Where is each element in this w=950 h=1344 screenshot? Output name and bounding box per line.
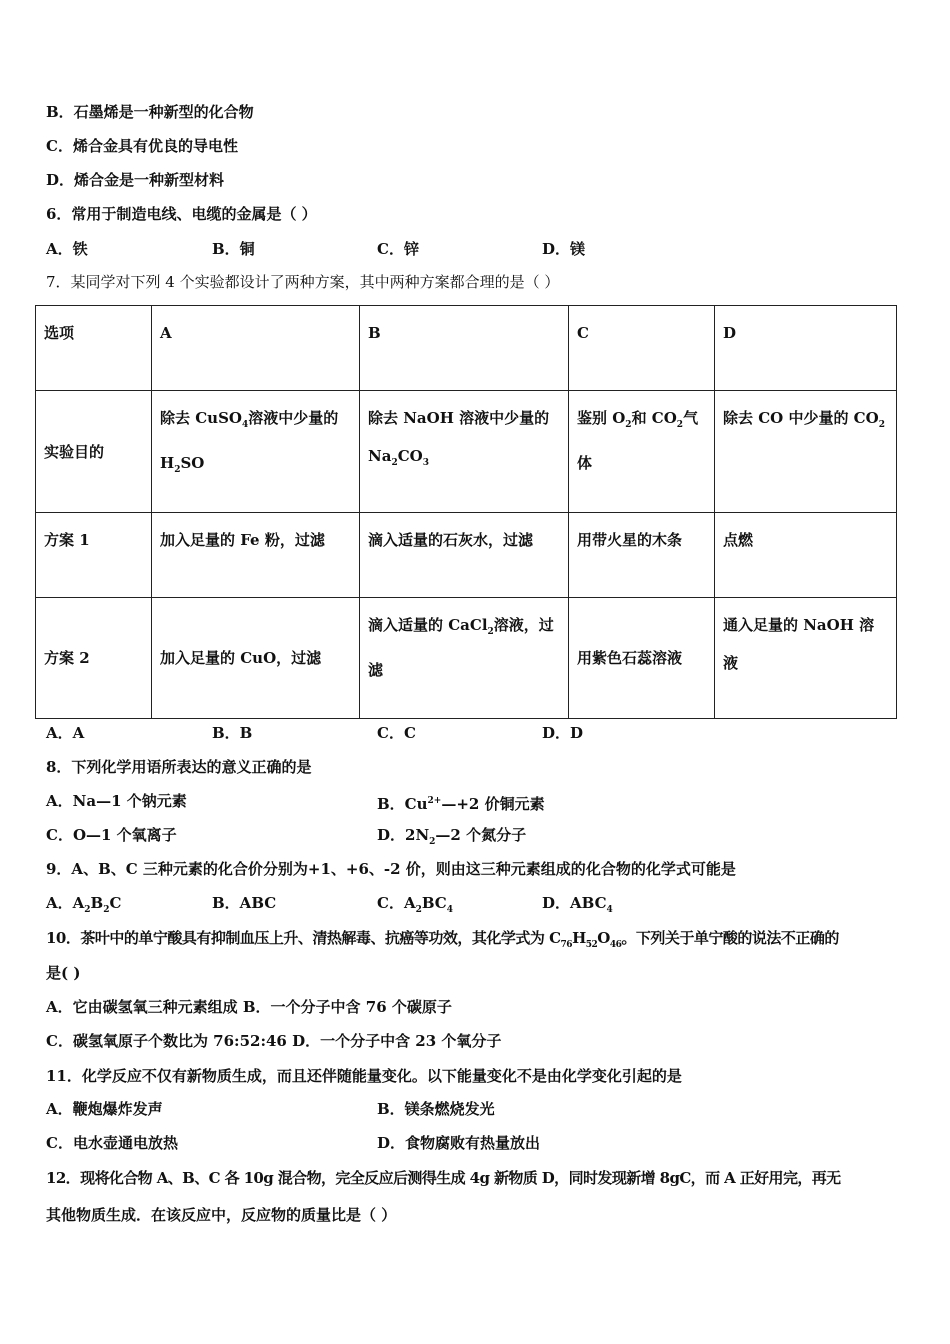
plan2-c: 用紫色石蕊溶液 bbox=[569, 598, 715, 719]
q10-stem: 10．茶叶中的单宁酸具有抑制血压上升、清热解毒、抗癌等功效，其化学式为 $C_{76}H_{52}O_{46}$。下列关于单宁酸的说法不正确的 bbox=[46, 929, 839, 950]
q8-option-d: D．$2N_2—2$ 个氮分子 bbox=[377, 826, 527, 847]
q6-stem: 6．常用于制造电线、电缆的金属是（ ） bbox=[46, 205, 317, 223]
q7-stem: 7．某同学对下列 4 个实验都设计了两种方案，其中两种方案都合理的是（ ） bbox=[46, 273, 560, 291]
plan2-a: 加入足量的 CuO，过滤 bbox=[152, 598, 360, 719]
q12-stem-cont: 其他物质生成．在该反应中，反应物的质量比是（ ） bbox=[46, 1206, 397, 1224]
row-purpose-label: 实验目的 bbox=[36, 391, 152, 513]
q10-options-cd: C．碳氢氧原子个数比为 76:52:46 D．一个分子中含 23 个氧分子 bbox=[46, 1032, 502, 1050]
q9-option-c: C．$A_2BC_4$ bbox=[377, 894, 454, 915]
q5-option-c: C．烯合金具有优良的导电性 bbox=[46, 137, 238, 155]
header-c: C bbox=[569, 306, 715, 391]
q9-option-a: A．$A_2B_2C$ bbox=[46, 894, 122, 915]
plan1-d: 点燃 bbox=[715, 513, 897, 598]
row-plan2-label: 方案 2 bbox=[36, 598, 152, 719]
q9-option-d: D．$ABC_4$ bbox=[542, 894, 613, 915]
q7-option-a: A．A bbox=[46, 724, 85, 742]
q11-option-c: C．电水壶通电放热 bbox=[46, 1134, 178, 1152]
plan1-a: 加入足量的 Fe 粉，过滤 bbox=[152, 513, 360, 598]
q6-option-b: B．铜 bbox=[212, 240, 255, 258]
header-a: A bbox=[152, 306, 360, 391]
plan1-b: 滴入适量的石灰水，过滤 bbox=[360, 513, 569, 598]
q7-option-d: D．D bbox=[542, 724, 584, 742]
purpose-a: 除去 CuSO$_4$溶液中少量的 $H_2SO$ bbox=[152, 391, 360, 513]
purpose-d: 除去 CO 中少量的 $CO_2$ bbox=[715, 391, 897, 513]
q8-stem: 8．下列化学用语所表达的意义正确的是 bbox=[46, 758, 312, 776]
q7-table bbox=[35, 305, 897, 719]
q7-option-b: B．B bbox=[212, 724, 253, 742]
q9-option-b: B．ABC bbox=[212, 894, 277, 912]
plan2-d: 通入足量的 NaOH 溶液 bbox=[715, 598, 897, 719]
q8-option-c: C．O—1 个氧离子 bbox=[46, 826, 177, 844]
q11-option-d: D．食物腐败有热量放出 bbox=[377, 1134, 541, 1152]
q5-option-d: D．烯合金是一种新型材料 bbox=[46, 171, 225, 189]
q7-option-c: C．C bbox=[377, 724, 416, 742]
q6-option-c: C．锌 bbox=[377, 240, 419, 258]
header-b: B bbox=[360, 306, 569, 391]
header-d: D bbox=[715, 306, 897, 391]
q6-option-d: D．镁 bbox=[542, 240, 586, 258]
plan1-c: 用带火星的木条 bbox=[569, 513, 715, 598]
q6-option-a: A．铁 bbox=[46, 240, 88, 258]
q8-option-a: A．Na—1 个钠元素 bbox=[46, 792, 187, 810]
q10-stem-cont: 是( ) bbox=[46, 964, 81, 982]
q10-options-ab: A．它由碳氢氧三种元素组成 B．一个分子中含 76 个碳原子 bbox=[46, 998, 452, 1016]
q11-option-b: B．镁条燃烧发光 bbox=[377, 1100, 495, 1118]
header-option: 选项 bbox=[36, 306, 152, 391]
q8-option-b: B．$Cu^{2+}—+2$ 价铜元素 bbox=[377, 795, 545, 813]
q9-stem: 9．A、B、C 三种元素的化合价分别为+1、+6、-2 价，则由这三种元素组成的化合物的化学式可能是 bbox=[46, 860, 736, 878]
q5-option-b: B．石墨烯是一种新型的化合物 bbox=[46, 103, 254, 121]
plan2-b: 滴入适量的 CaCl$_2$溶液，过滤 bbox=[360, 598, 569, 719]
purpose-c: 鉴别 $O_2$和 $CO_2$气体 bbox=[569, 391, 715, 513]
purpose-b: 除去 NaOH 溶液中少量的 $Na_2CO_3$ bbox=[360, 391, 569, 513]
q12-stem: 12．现将化合物 A、B、C 各 10g 混合物，完全反应后测得生成 4g 新物质 D，同时发现新增 8gC，而 A 正好用完，再无 bbox=[46, 1169, 841, 1187]
row-plan1-label: 方案 1 bbox=[36, 513, 152, 598]
q11-option-a: A．鞭炮爆炸发声 bbox=[46, 1100, 163, 1118]
q11-stem: 11．化学反应不仅有新物质生成，而且还伴随能量变化。以下能量变化不是由化学变化引起的是 bbox=[46, 1067, 682, 1085]
